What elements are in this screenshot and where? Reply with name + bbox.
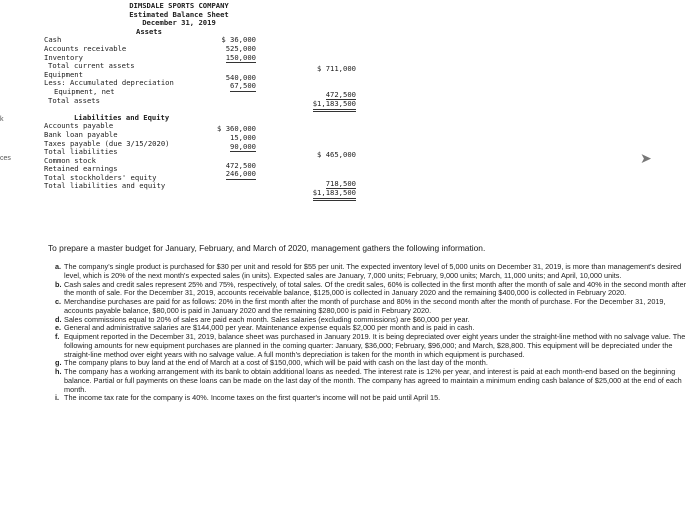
equipnet-label: Equipment, net (54, 86, 115, 96)
statement-title: Estimated Balance Sheet (129, 9, 229, 19)
ta-label: Total assets (48, 95, 100, 105)
equipnet-value: 472,500 (325, 89, 356, 99)
list-item (57, 298, 693, 316)
balance-sheet (44, 1, 356, 198)
item-text: Sales commissions equal to 20% of sales are paid each month. Sales salaries (excluding commissions) are $60,000 per year. (64, 314, 470, 324)
bank-label: Bank loan payable (44, 129, 118, 139)
tl-value: $ 465,000 (317, 150, 356, 160)
row-total-liabilities-equity (44, 178, 356, 198)
re-label: Retained earnings (44, 164, 118, 174)
edge-label-ces: ces (0, 155, 11, 162)
list-item (57, 263, 693, 281)
item-text: Cash sales and credit sales represent 25% and 75%, respectively, of total sales. Of the credit sales, 60% is collected in the first month after the month of sale and 40% in the second month after the month of sale. For the December 31, 2019, accounts receivable balance, $125,000 is collected in January 2020 and the remaining $400,000 is collected in February 2020. (64, 279, 687, 298)
item-marker: a. (55, 262, 62, 271)
ap-label: Accounts payable (44, 121, 114, 131)
edge-label-k: k (0, 116, 4, 123)
accdep-label: Less: Accumulated depreciation (44, 78, 174, 88)
item-text: The company plans to buy land at the end of March at a cost of $150,000, which will be paid with cash on the last day of the month. (64, 358, 488, 368)
tse-value: 718,500 (325, 178, 356, 188)
row-accounts-receivable (44, 45, 356, 54)
ar-label: Accounts receivable (44, 43, 127, 53)
cs-label: Common stock (44, 155, 96, 165)
assets-heading-row (44, 28, 356, 37)
company-name: DIMSDALE SPORTS COMPANY (129, 1, 229, 10)
item-text: General and administrative salaries are $144,000 per year. Maintenance expense equals $2,000 per month and is paid in cash. (64, 323, 475, 333)
inventory-value: 150,000 (225, 52, 256, 62)
inventory-label: Inventory (44, 52, 83, 62)
list-item (57, 394, 693, 403)
item-marker: b. (55, 279, 62, 289)
item-text: The company has a working arrangement with its bank to obtain additional loans as needed. The interest rate is 12% per year, and interest is paid at each month-end based on the beginning balance. Partial or full payments on these loans can be made on the last day of the month. The company has agreed to maintain a minimum ending cash balance of $25,000 at the end of each month. (64, 367, 682, 394)
tse-label: Total stockholders' equity (44, 172, 157, 182)
list-item (57, 333, 693, 359)
equipment-value: 540,000 (225, 72, 256, 82)
item-text: The income tax rate for the company is 40%. Income taxes on the first quarter's income will not be paid until April 15. (64, 393, 441, 403)
tax-value: 90,000 (230, 141, 256, 151)
re-value: 246,000 (225, 169, 256, 179)
item-marker: c. (55, 297, 62, 306)
tle-label: Total liabilities and equity (44, 181, 166, 191)
assets-heading: Assets (136, 26, 162, 36)
mouse-cursor-icon: ➤ (640, 150, 652, 166)
list-item (57, 281, 693, 299)
list-item (57, 368, 693, 394)
item-text: The company's single product is purchased for $30 per unit and resold for $55 per unit. The expected inventory level of 5,000 units on December 31, 2019, is more than management's desired level, which is 20% of the next month's expected sales (in units). Expected sales are January, 7,000 units; February, 9,000 units; March, 11,000 units; and April, 10,000 units. (64, 262, 682, 280)
cash-value: $ 36,000 (221, 35, 256, 45)
statement-date: December 31, 2019 (142, 18, 216, 28)
item-marker: g. (55, 358, 62, 368)
tl-label: Total liabilities (44, 147, 118, 157)
item-marker: f. (55, 332, 60, 341)
intro-paragraph: To prepare a master budget for January, February, and March of 2020, management gathers the following information. (48, 243, 486, 253)
tax-label: Taxes payable (due 3/15/2020) (44, 138, 170, 148)
balance-sheet-header (84, 2, 274, 28)
ar-value: 525,000 (225, 43, 256, 53)
tca-label: Total current assets (48, 61, 135, 71)
item-text: Merchandise purchases are paid for as follows: 20% in the first month after the month of purchase and 80% in the second month after the month of purchase. For the December 31, 2019, accounts payable balance, $80,000 is paid in January 2020 and the remaining $280,000 is paid in February 2020. (64, 297, 666, 315)
accdep-value: 67,500 (230, 81, 256, 91)
item-marker: h. (55, 367, 62, 376)
tle-value: $1,183,500 (313, 189, 356, 201)
liabilities-heading: Liabilities and Equity (74, 112, 170, 122)
cash-label: Cash (44, 35, 62, 45)
tca-value: $ 711,000 (317, 64, 356, 74)
budget-info-list (57, 263, 693, 403)
bank-value: 15,000 (230, 132, 256, 142)
ap-value: $ 360,000 (217, 124, 256, 134)
ta-value: $1,183,500 (313, 100, 356, 112)
cs-value: 472,500 (225, 160, 256, 170)
item-marker: i. (55, 393, 60, 403)
item-text: Equipment reported in the December 31, 2019, balance sheet was purchased in January 2019. It is being depreciated over eight years under the straight-line method with no salvage value. The following amounts for new equipment purchases are planned in the coming quarter: January, $36,000; February, $96,000; and March, $28,800. This equipment will be depreciated under the straight-line method over eight years with no salvage value. A full month's depreciation is taken for the month in which equipment is purchased. (64, 332, 686, 359)
item-marker: d. (55, 314, 62, 324)
equipment-label: Equipment (44, 69, 83, 79)
item-marker: e. (55, 323, 62, 333)
